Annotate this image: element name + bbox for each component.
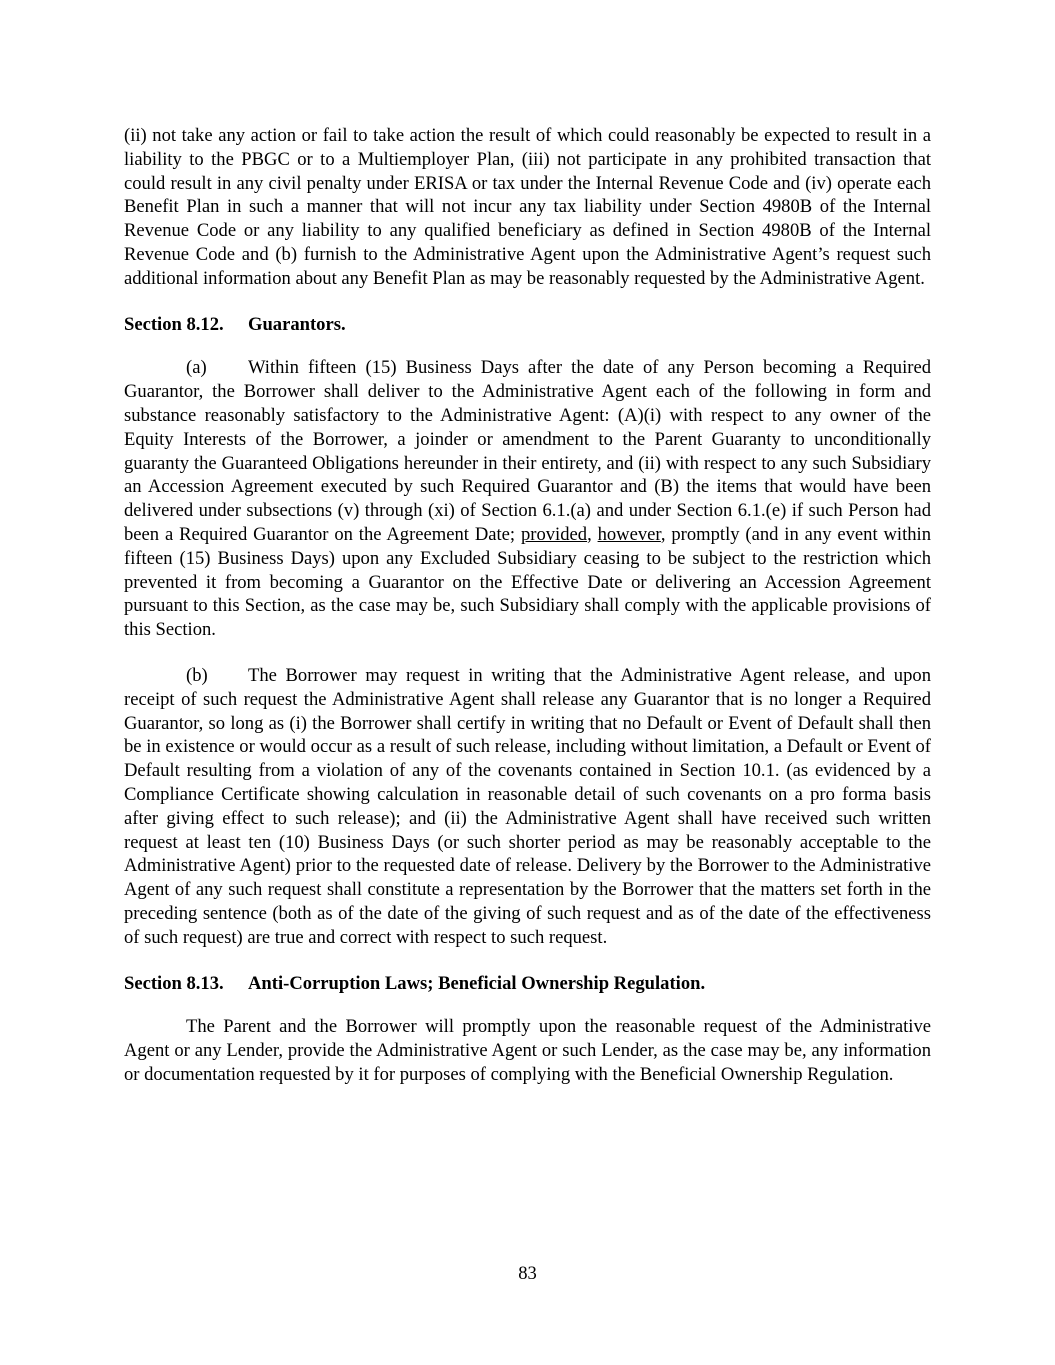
paragraph-a-text-before: Within fifteen (15) Business Days after the date of any Person becoming a Required Guarantor, the Borrower shall deliver to the Administrative Agent each of the following in form and substance reasonably satisfactory to the Administrative Agent: (A)(i) with respect to any owner of the Equity Interests of the Borrower, a joinder or amendment to the Parent Guaranty to unconditionally guaranty the Guaranteed Obligations hereunder in their entirety, and (ii) with respect to any such Subsidiary an Accession Agreement executed by such Required Guarantor and (B) the items that would have been delivered under subsections (v) through (xi) of Section 6.1.(a) and under Section 6.1.(e) if such Person had been a Required Guarantor on the Agreement Date; xyxy=(124,357,931,545)
paragraph-b-label: (b) xyxy=(186,664,208,686)
section-8-12-number: Section 8.12. xyxy=(124,313,224,335)
section-8-12-heading xyxy=(124,313,931,337)
page-number: 83 xyxy=(518,1263,537,1284)
section-8-12-paragraph-b xyxy=(124,664,931,950)
paragraph-a-comma: , xyxy=(587,523,598,545)
section-8-13-paragraph: The Parent and the Borrower will promptly upon the reasonable request of the Administrative Agent or any Lender, provide the Administrative Agent or such Lender, as the case may be, any information or documentation requested by it for purposes of complying with the Beneficial Ownership Regulation. xyxy=(124,1016,931,1085)
provided-term: provided xyxy=(520,523,588,545)
section-8-13-heading xyxy=(124,972,931,996)
paragraph-a-label: (a) xyxy=(186,357,207,379)
section-8-13-number: Section 8.13. xyxy=(124,972,224,994)
section-8-13-title: Anti-Corruption Laws; Beneficial Ownership Regulation. xyxy=(248,972,706,994)
section-8-12-paragraph-a xyxy=(124,356,931,642)
however-term: however xyxy=(597,523,661,545)
continuation-paragraph: (ii) not take any action or fail to take action the result of which could reasonably be expected to result in a liability to the PBGC or to a Multiemployer Plan, (iii) not participate in any prohibited transaction that could result in any civil penalty under ERISA or tax under the Internal Revenue Code and (iv) operate each Benefit Plan in such a manner that will not incur any tax liability under Section 4980B of the Internal Revenue Code or any liability to any qualified beneficiary as defined in Section 4980B of the Internal Revenue Code and (b) furnish to the Administrative Agent upon the Administrative Agent’s request such additional information about any Benefit Plan as may be reasonably requested by the Administrative Agent. xyxy=(124,125,931,289)
section-8-12-title: Guarantors. xyxy=(248,313,346,335)
document-page xyxy=(124,124,931,1109)
paragraph-a-text-after: , promptly (and in any event within fifteen (15) Business Days) upon any Excluded Subsidiary ceasing to be subject to the restriction which prevented it from becoming a Guarantor on the Effective Date or delivering an Accession Agreement pursuant to this Section, as the case may be, such Subsidiary shall comply with the applicable provisions of this Section. xyxy=(124,523,931,641)
paragraph-b-text: The Borrower may request in writing that the Administrative Agent release, and upon receipt of such request the Administrative Agent shall release any Guarantor that is no longer a Required Guarantor, so long as (i) the Borrower shall certify in writing that no Default or Event of Default shall then be in existence or would occur as a result of such release, including without limitation, a Default or Event of Default resulting from a violation of any of the covenants contained in Section 10.1. (as evidenced by a Compliance Certificate showing calculation in reasonable detail of such covenants on a pro forma basis after giving effect to such release); and (ii) the Administrative Agent shall have received such written request at least ten (10) Business Days (or such shorter period as may be reasonably acceptable to the Administrative Agent) prior to the requested date of release. Delivery by the Borrower to the Administrative Agent of any such request shall constitute a representation by the Borrower that the matters set forth in the preceding sentence (both as of the date of the giving of such request and as of the date of the effectiveness of such request) are true and correct with respect to such request. xyxy=(124,664,931,948)
